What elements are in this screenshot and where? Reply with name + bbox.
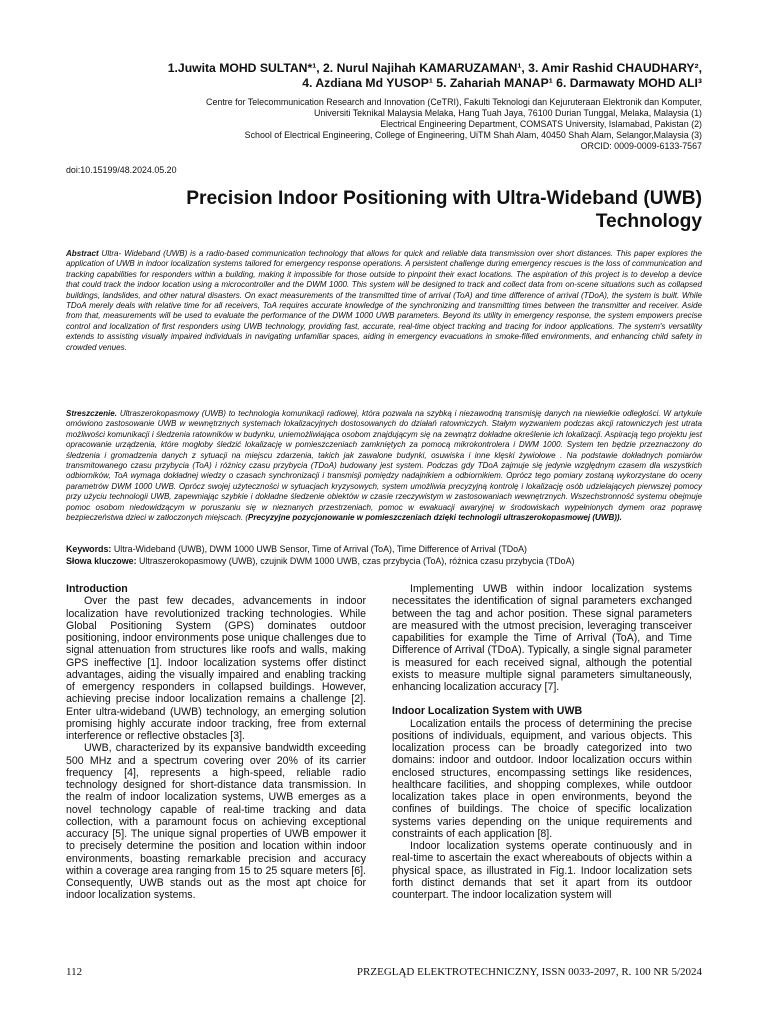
keywords-en-label: Keywords: (66, 544, 112, 554)
paper-title (62, 187, 702, 233)
title-line-1: Precision Indoor Positioning with Ultra-Wideband (UWB) (186, 188, 702, 209)
affiliation-line: Electrical Engineering Department, COMSATS University, Islamabad, Pakistan (2) (380, 119, 702, 129)
left-column (66, 583, 366, 902)
affiliations (62, 97, 702, 152)
right-paragraph-1: Implementing UWB within indoor localization systems necessitates the identification of signal parameters exchanged between the tag and achor position. These signal parameters are measured with the utmost precision, leveraging transceiver capabilities for example the Time of Arrival (ToA), and Time Difference of Arrival (TDoA). Typically, a single signal parameter is measured for each received signal, although the potential exists to measure multiple signal parameters simultaneously, enhancing localization accuracy [7]. (392, 583, 692, 693)
streszczenie-text: Ultraszerokopasmowy (UWB) to technologia komunikacji radiowej, która pozwala na szybką i niezawodną transmisję danych na niewielkie odległości. W artykule omówiono zastosowanie UWB w wewnętrznych systemach lokalizacyjnych dostosowanych do działań ratowniczych. Stałym wyzwaniem podczas akcji ratowniczych jest utrata możliwości komunikacji i śledzenia ratowników w budynku, uniemożliwiająca osobom znajdującym się na zewnątrz dokładne określenie ich lokalizacji. Aspiracją tego projektu jest opracowanie urządzenia, które mogłoby śledzić lokalizację w pomieszczeniach zamkniętych za pomocą mikrokontrolera i DWM 1000. System ten będzie przeznaczony do śledzenia i gromadzenia danych z sytuacji na miejscu zdarzenia, takich jak zawalone budynki, osuwiska i inne klęski żywiołowe . Na podstawie dokładnych pomiarów transmitowanego czasu przybycia (ToA) i różnicy czasu przybycia (TDoA) budowany jest system. Podczas gdy TDoA zajmuje się jedynie względnym czasem dla wszystkich odbiorników, ToA wymaga dokładnej wiedzy o czasach synchronizacji i transmisji pomiędzy nadajnikiem a odbiornikiem. Oprócz tego pomiary zostaną wykorzystane do oceny parametrów DWM 1000 UWB. Oprócz swojej użyteczności w sytuacjach kryzysowych, system umożliwia precyzyjną kontrolę i lokalizację osób udzielających pierwszej pomocy przy użyciu technologii UWB, zapewniając szybkie i dokładne śledzenie obiektów w czasie rzeczywistym w zastosowaniach wewnętrznych. Wszechstronność systemu obejmuje pomoc osobom niedowidzącym w poruszaniu się w nieznanych przestrzeniach, pomoc w ewakuacji awaryjnej w środowiskach wypełnionych dymem oraz poprawę bezpieczeństwa dzieci w zatłoczonych miejscach. ( (66, 409, 702, 523)
keywords-en-text: Ultra-Wideband (UWB), DWM 1000 UWB Sensor, Time of Arrival (ToA), Time Difference of Arrival (TDoA) (113, 544, 527, 554)
keywords-pl (66, 555, 706, 567)
affiliation-line: Universiti Teknikal Malaysia Melaka, Hang Tuah Jaya, 76100 Durian Tunggal, Melaka, Malaysia (1) (313, 108, 702, 118)
affiliation-line: School of Electrical Engineering, College of Engineering, UiTM Shah Alam, 40450 Shah Alam, Selangor,Malaysia (3) (244, 130, 702, 140)
abstract-text: Ultra- Wideband (UWB) is a radio-based communication technology that allows for quick and reliable data transmission over short distances. This paper explores the application of UWB in indoor localization systems tailored for emergency response operations. A persistent challenge during emergency rescues is the loss of communication and tracking capabilities for responders within a building, making it impossible for those outside to pinpoint their exact locations. The aspiration of this project is to develop a device that could track the indoor location using a microcontroller and the DWM 1000. This system will be designed to track and collect data from on-scene situations such as collapsed buildings, landslides, and other natural disasters. On exact measurements of the transmitted time of arrival (ToA) and time difference of arrival (TDoA), the system is built. While TDoA merely deals with relative time for all receivers, ToA requires accurate knowledge of the synchronizing and transmitting times between the transmitter and receiver. Aside from that, measurements will be used to evaluate the performance of the DWM 1000 UWB parameters. Beyond its utility in emergency response, the system empowers precise control and localization of first responders using UWB technology, providing fast, accurate, real-time object tracking and tracing for indoor applications. The system's versatility extends to assisting visually impaired individuals in navigating unfamiliar spaces, aiding in emergency evacuations in smoke-filled environments, and enhancing child safety in crowded venues. (66, 249, 702, 352)
authors-line-1: 1.Juwita MOHD SULTAN*¹, 2. Nurul Najihah KAMARUZAMAN¹, 3. Amir Rashid CHAUDHARY², (167, 61, 702, 75)
section2-heading: Indoor Localization System with UWB (392, 705, 583, 718)
title-line-2: Technology (595, 211, 702, 232)
right-column (392, 583, 692, 901)
page-number: 112 (66, 966, 83, 978)
keywords-en (66, 543, 706, 555)
authors-line-2: 4. Azdiana Md YUSOP¹ 5. Zahariah MANAP¹ 6. Darmawaty MOHD ALI³ (302, 76, 702, 90)
section2-paragraph-1: Localization entails the process of determining the precise positions of individuals, equipment, and various objects. This localization process can be broadly categorized into two domains: indoor and outdoor. Indoor localization occurs within enclosed structures, encompassing settings like residences, healthcare facilities, and shopping complexes, while outdoor localization takes place in open environments, beyond the confines of buildings. The choice of specific localization systems varies depending on the unique requirements and constraints of each application [8]. (392, 717, 692, 840)
streszczenie (66, 409, 702, 523)
intro-paragraph-1: Over the past few decades, advancements in indoor localization have revolutionized tracking technologies. While Global Positioning System (GPS) dominates outdoor positioning, indoor environments pose unique challenges due to signal attenuation from structures like roofs and walls, making GPS ineffective [1]. Indoor localization systems offer distinct advantages, aiding the visually impaired and enabling tracking of emergency responders in collapsed buildings. However, achieving precise indoor localization remains a challenge [2]. Enter ultra-wideband (UWB) technology, an emerging solution promising highly accurate indoor tracking, free from external interference or reflective obstacles [3]. (66, 595, 366, 742)
keywords-pl-label: Słowa kluczowe: (66, 556, 137, 566)
section2-paragraph-2: Indoor localization systems operate continuously and in real-time to ascertain the exact whereabouts of objects within a physical space, as illustrated in Fig.1. Indoor localization sets forth distinct demands that set it apart from its outdoor counterpart. The indoor localization system will (392, 840, 692, 901)
keywords-pl-text: Ultraszerokopasmowy (UWB), czujnik DWM 1000 UWB, czas przybycia (ToA), różnica czasu przybycia (TDoA) (139, 556, 575, 566)
streszczenie-label: Streszczenie. (66, 409, 117, 418)
introduction-heading: Introduction (66, 583, 128, 595)
abstract (66, 249, 702, 353)
doi[interactable]: doi:10.15199/48.2024.05.20 (66, 165, 177, 175)
journal-footer: PRZEGLĄD ELEKTROTECHNICZNY, ISSN 0033-2097, R. 100 NR 5/2024 (356, 966, 702, 978)
affiliation-line: Centre for Telecommunication Research and Innovation (CeTRI), Fakulti Teknologi dan Kejuruteraan Elektronik dan Komputer, (206, 97, 702, 107)
abstract-label: Abstract (66, 249, 99, 258)
intro-paragraph-2: UWB, characterized by its expansive bandwidth exceeding 500 MHz and a spectrum covering over 20% of its carrier frequency [4], represents a high-speed, reliable radio technology designed for short-distance data transmission. In the realm of indoor localization systems, UWB emerges as a novel technology capable of real-time tracking and data collection, with a paramount focus on achieving exceptional accuracy [5]. The unique signal properties of UWB empower it to precisely determine the position and location within indoor environments, boasting remarkable precision and accuracy within a coverage area ranging from 15 to 25 square meters [6]. Consequently, UWB stands out as the most apt choice for indoor localization systems. (66, 742, 366, 902)
keywords-block (66, 543, 706, 567)
author-list (62, 61, 702, 91)
streszczenie-title-pl: Precyzyjne pozycjonowanie w pomieszczeniach dzięki technologii ultraszerokopasmowej (UWB)). (248, 513, 622, 523)
orcid: ORCID: 0009-0009-6133-7567 (580, 141, 702, 151)
section-gap (392, 693, 692, 705)
